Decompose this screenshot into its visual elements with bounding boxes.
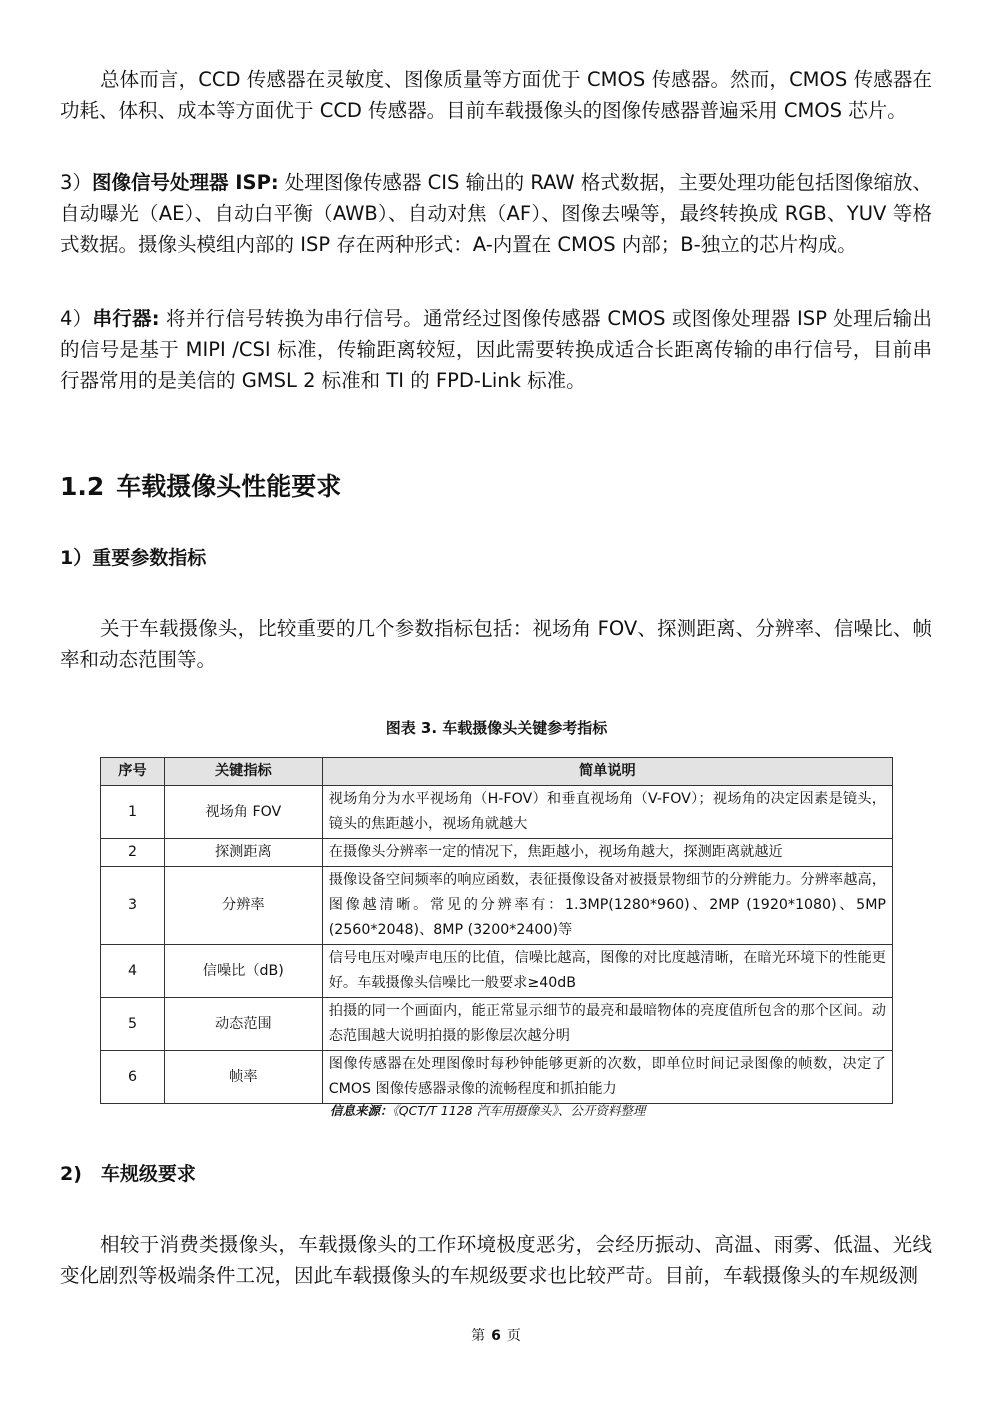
row-desc: 拍摄的同一个画面内，能正常显示细节的最亮和最暗物体的亮度值所包含的那个区间。动态范围越大说明拍摄的影像层次越分明 <box>322 998 892 1051</box>
section-title: 车载摄像头性能要求 <box>116 472 342 501</box>
paragraph-intro: 关于车载摄像头，比较重要的几个参数指标包括：视场角 FOV、探测距离、分辨率、信噪比、帧率和动态范围等。 <box>60 617 932 671</box>
row-desc: 摄像设备空间频率的响应函数，表征摄像设备对被摄景物细节的分辨能力。分辨率越高，图像越清晰。常见的分辨率有：1.3MP(1280*960)、2MP (1920*1080)、5MP (2560*2048)、8MP (3200*2400)等 <box>322 867 892 945</box>
serializer-prefix: 4） <box>60 307 93 330</box>
section-number: 1.2 <box>60 472 105 501</box>
footer-suffix: 页 <box>506 1328 521 1344</box>
table-row <box>101 945 893 998</box>
row-no: 6 <box>101 1051 165 1104</box>
isp-prefix: 3） <box>60 171 92 194</box>
table-row <box>101 786 893 839</box>
table-source <box>330 1102 645 1120</box>
serializer-term: 串行器: <box>92 307 160 330</box>
table-row <box>101 839 893 867</box>
serializer-text: 将并行信号转换为串行信号。通常经过图像传感器 CMOS 或图像处理器 ISP 处理后输出的信号是基于 MIPI /CSI 标准，传输距离较短，因此需要转换成适合长距离传输的串行信号，目前串行器常用的是美信的 GMSL 2 标准和 TI 的 FPD-Link 标准。 <box>60 307 932 392</box>
isp-term: 图像信号处理器 ISP: <box>91 171 279 194</box>
row-name: 探测距离 <box>164 839 322 867</box>
table-row <box>101 1051 893 1104</box>
subsection-heading-params: 1）重要参数指标 <box>60 547 207 569</box>
paragraph-auto-grade: 相较于消费类摄像头，车载摄像头的工作环境极度恶劣，会经历振动、高温、雨雾、低温、光线变化剧烈等极端条件工况，因此车载摄像头的车规级要求也比较严苛。目前，车载摄像头的车规级测 <box>60 1233 932 1287</box>
paragraph-serializer <box>60 303 932 396</box>
row-no: 4 <box>101 945 165 998</box>
row-no: 5 <box>101 998 165 1051</box>
row-name: 信噪比（dB) <box>164 945 322 998</box>
row-no: 1 <box>101 786 165 839</box>
table-row <box>101 998 893 1051</box>
isp-text: 处理图像传感器 CIS 输出的 RAW 格式数据，主要处理功能包括图像缩放、自动曝光（AE）、自动白平衡（AWB）、自动对焦（AF）、图像去噪等，最终转换成 RGB、YUV 等格式数据。摄像头模组内部的 ISP 存在两种形式：A-内置在 CMOS 内部；B-独立的芯片构成。 <box>60 171 932 256</box>
row-name: 视场角 FOV <box>164 786 322 839</box>
table-row <box>101 867 893 945</box>
row-no: 2 <box>101 839 165 867</box>
footer-prefix: 第 <box>471 1328 486 1344</box>
source-text: 《QCT/T 1128 汽车用摄像头》、公开资料整理 <box>392 1103 646 1118</box>
row-desc: 信号电压对噪声电压的比值，信噪比越高，图像的对比度越清晰，在暗光环境下的性能更好。车载摄像头信噪比一般要求≥40dB <box>322 945 892 998</box>
header-no: 序号 <box>101 758 165 786</box>
table-header-row <box>101 758 893 786</box>
section-heading <box>60 470 341 504</box>
row-no: 3 <box>101 867 165 945</box>
subsection-heading-auto-grade: 2) 车规级要求 <box>60 1163 196 1185</box>
page-footer <box>0 1326 992 1346</box>
header-name: 关键指标 <box>164 758 322 786</box>
paragraph-isp <box>60 167 932 260</box>
row-desc: 图像传感器在处理图像时每秒钟能够更新的次数，即单位时间记录图像的帧数，决定了 CMOS 图像传感器录像的流畅程度和抓拍能力 <box>322 1051 892 1104</box>
row-name: 帧率 <box>164 1051 322 1104</box>
row-desc: 视场角分为水平视场角（H-FOV）和垂直视场角（V-FOV）；视场角的决定因素是镜头，镜头的焦距越小，视场角就越大 <box>322 786 892 839</box>
source-label: 信息来源： <box>330 1103 393 1118</box>
row-name: 分辨率 <box>164 867 322 945</box>
row-name: 动态范围 <box>164 998 322 1051</box>
table-caption: 图表 3. 车载摄像头关键参考指标 <box>385 719 608 737</box>
page-number: 6 <box>491 1328 501 1344</box>
paragraph-ccd-cmos: 总体而言，CCD 传感器在灵敏度、图像质量等方面优于 CMOS 传感器。然而，CMOS 传感器在功耗、体积、成本等方面优于 CCD 传感器。目前车载摄像头的图像传感器普遍采用 CMOS 芯片。 <box>60 68 932 122</box>
row-desc: 在摄像头分辨率一定的情况下，焦距越小，视场角越大，探测距离就越近 <box>322 839 892 867</box>
spec-table <box>100 757 893 1104</box>
header-desc: 简单说明 <box>322 758 892 786</box>
